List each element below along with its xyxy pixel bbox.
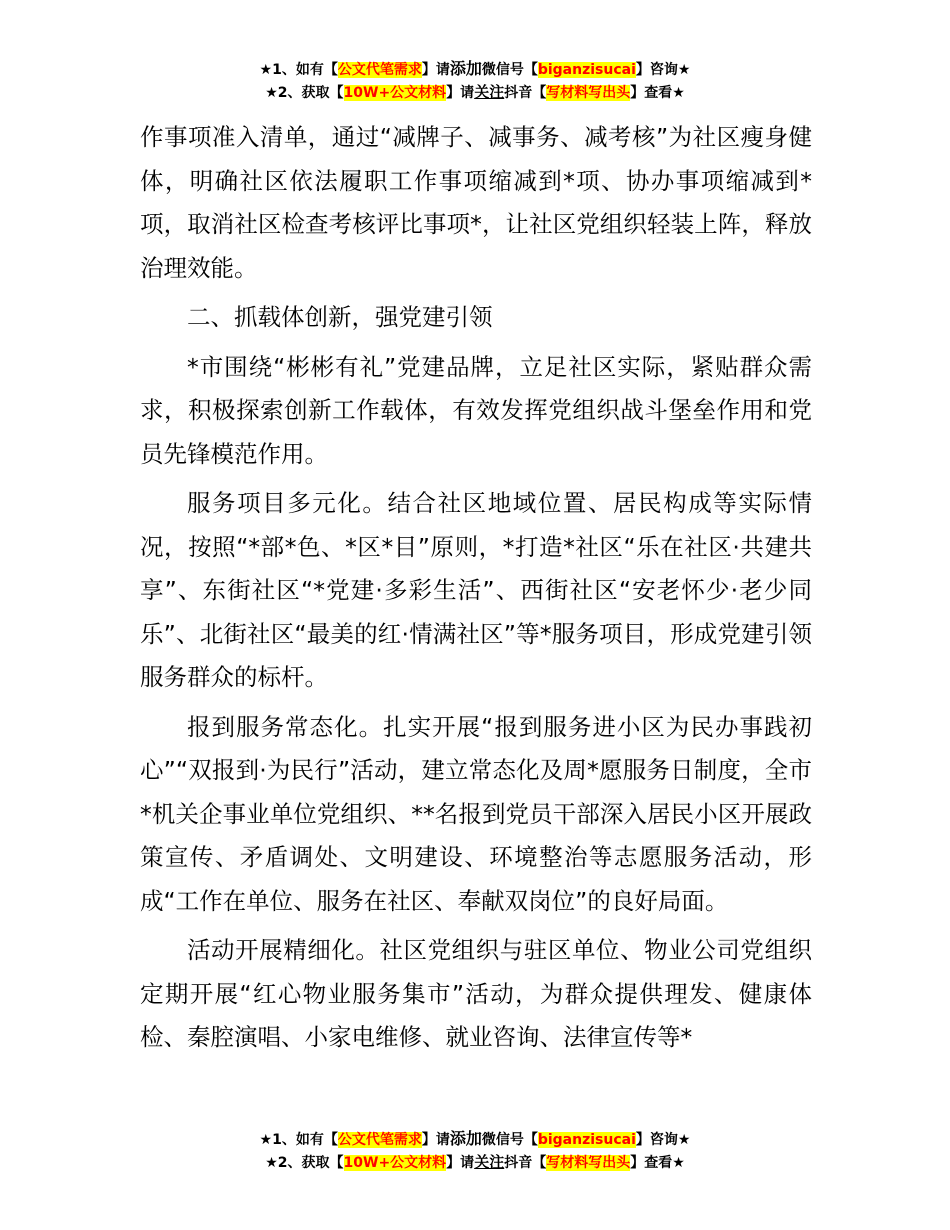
promo-emphasis: 关注 — [474, 1153, 505, 1171]
promo-text: 】请 — [446, 1155, 475, 1171]
promo-highlight: 写材料写出头 — [546, 85, 631, 101]
document-body — [140, 116, 812, 1066]
paragraph: 报到服务常态化。扎实开展“报到服务进小区为民办事践初心”“双报到·为民行”活动，建立常态化及周*愿服务日制度，全市*机关企事业单位党组织、**名报到党员干部深入居民小区开展政策宣传、矛盾调处、文明建设、环境整治等志愿服务活动，形成“工作在单位、服务在社区、奉献双岗位”的良好局面。 — [140, 712, 812, 915]
promo-line-2 — [0, 81, 950, 104]
promo-text: 抖音【 — [504, 85, 547, 101]
promo-highlight: 10W+公文材料 — [343, 85, 447, 101]
promo-emphasis: 关注 — [474, 83, 505, 101]
promo-text: 】咨询★ — [635, 62, 691, 78]
promo-emphasis: 添加 — [449, 1129, 482, 1148]
promo-emphasis: 添加 — [449, 59, 482, 78]
promo-line-1 — [0, 1128, 950, 1151]
promo-text: 微信号【 — [481, 1132, 538, 1148]
promo-highlight: biganzisucai — [537, 1132, 636, 1148]
promo-text: 】查看★ — [630, 1155, 685, 1171]
promo-highlight: 10W+公文材料 — [343, 1155, 447, 1171]
header-promo-banner — [0, 58, 950, 104]
promo-highlight: 公文代笔需求 — [337, 62, 422, 78]
promo-highlight: 公文代笔需求 — [337, 1132, 422, 1148]
promo-text: ★1、如有【 — [259, 62, 338, 78]
promo-text: 抖音【 — [504, 1155, 547, 1171]
promo-text: ★2、获取【 — [265, 85, 344, 101]
paragraph-continuation: 作事项准入清单，通过“减牌子、减事务、减考核”为社区瘦身健体，明确社区依法履职工作事项缩减到*项、协办事项缩减到*项，取消社区检查考核评比事项*，让社区党组织轻装上阵，释放治理效能。 — [140, 123, 812, 282]
promo-text: 微信号【 — [481, 62, 538, 78]
promo-text: ★2、获取【 — [265, 1155, 344, 1171]
promo-line-2 — [0, 1151, 950, 1174]
footer-promo-banner — [0, 1128, 950, 1174]
promo-line-1 — [0, 58, 950, 81]
section-heading: 二、抓载体创新，强党建引领 — [187, 303, 493, 331]
promo-text: 】请 — [421, 62, 450, 78]
promo-highlight: 写材料写出头 — [546, 1155, 631, 1171]
promo-text: 】查看★ — [630, 85, 685, 101]
promo-highlight: biganzisucai — [537, 62, 636, 78]
paragraph: 服务项目多元化。结合社区地域位置、居民构成等实际情况，按照“*部*色、*区*目”原则，*打造*社区“乐在社区·共建共享”、东街社区“*党建·多彩生活”、西街社区“安老怀少·老少同乐”、北街社区“最美的红·情满社区”等*服务项目，形成党建引领服务群众的标杆。 — [140, 489, 812, 691]
paragraph: *市围绕“彬彬有礼”党建品牌，立足社区实际，紧贴群众需求，积极探索创新工作载体，有效发挥党组织战斗堡垒作用和党员先锋模范作用。 — [140, 352, 812, 468]
promo-text: 】请 — [446, 85, 475, 101]
promo-text: 】咨询★ — [635, 1132, 691, 1148]
paragraph: 活动开展精细化。社区党组织与驻区单位、物业公司党组织定期开展“红心物业服务集市”活动，为群众提供理发、健康体检、秦腔演唱、小家电维修、就业咨询、法律宣传等* — [140, 936, 812, 1051]
promo-text: 】请 — [421, 1132, 450, 1148]
promo-text: ★1、如有【 — [259, 1132, 338, 1148]
